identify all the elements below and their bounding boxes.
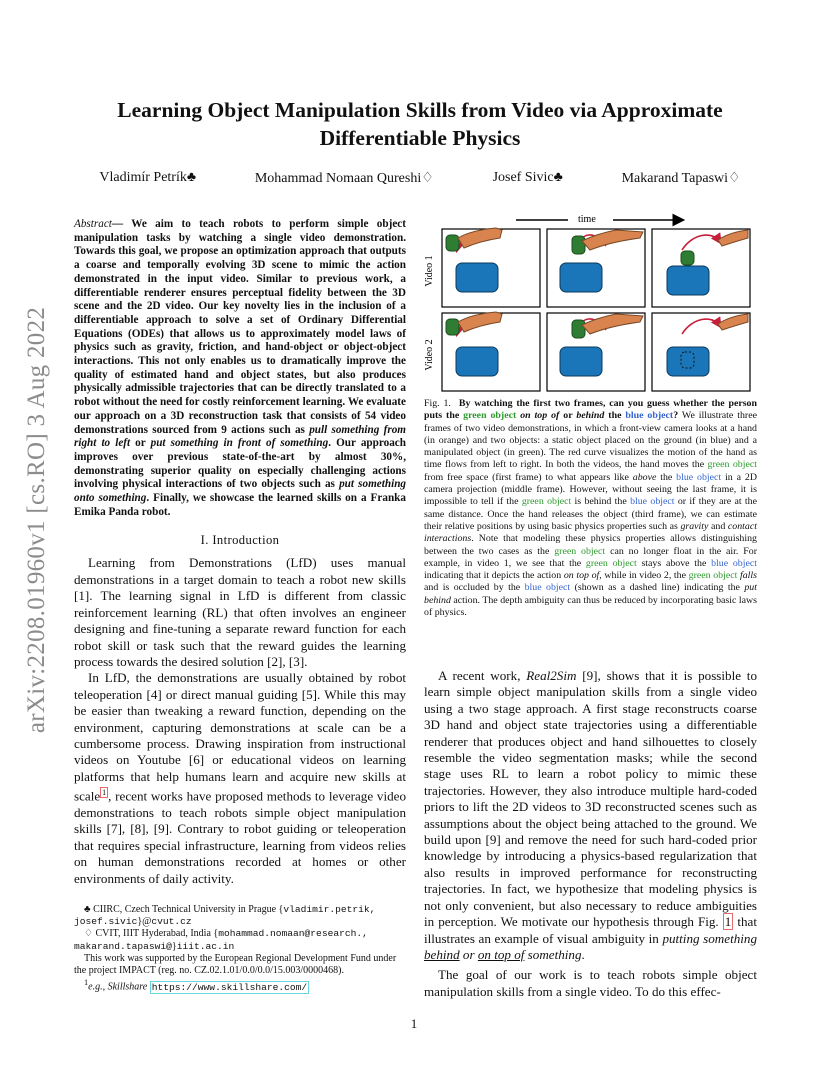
paper-title: Learning Object Manipulation Skills from Video via Approximate Differentiable Physics (117, 98, 723, 150)
intro-paragraph-2: In LfD, the demonstrations are usually obtained by robot teleoperation [4] or direct manual guiding [5]. While this may be easier than tweaking a reward function, depending on the environment, capturing demonstrations at scale can be a cumbersome process. Drawing inspiration from instructional videos on Youtube [6] or educational videos on learning platforms that help humans learn and acquire new skills at scale $^1$ , recent works have proposed methods to leverage video demonstrations to teach robots simple object manipulation skills [7], [8], [9]. Contrary to robot guiding or teleoperation that requires special infrastructure, learning from videos relies on human demonstrations recorded at homes or other environments of daily activity. (74, 670, 406, 886)
video-2-frames (442, 312, 750, 391)
page-number: 1 (410, 1016, 418, 1031)
right-column (424, 668, 757, 1000)
blue-object (667, 347, 709, 376)
right-paragraph-1: A recent work, Real2Sim [9], shows that it is possible to learn simple object manipulation skills from a single video using a two stage approach. A first stage reconstructs coarse 3D hand and object state trajectories using a differentiable renderer that produces object and hand silhouettes to closely resemble the video segmentation masks; while the second stage uses RL to learn a robot policy to mimic these trajectories. However, they also introduce multiple hard-coded priors to lift the 2D videos to 3D reconstructed scenes such as assumptions about the object being attached to the ground. We build upon [9] and remove the need for such hard-coded prior knowledge by introducing a physics-based regularization that also results in improved performance for reconstructing trajectories. In fact, we hypothesize that modeling physics is not only convenient, but also necessary to reduce ambiguities in perception. We motivate our hypothesis through Fig. 1 that illustrates an example of visual ambiguity in putting something behind or on top of something. (424, 668, 757, 962)
green-object (572, 320, 585, 338)
green-object (681, 251, 694, 265)
arxiv-id-text: arXiv:2208.01960v1 [cs.RO] 3 Aug 2022 (23, 306, 51, 734)
row-label-video-1: Video 1 (424, 255, 435, 287)
author-4: Makarand Tapaswi♢ (621, 171, 741, 186)
author-1: Vladimír Petrík♣ (99, 170, 197, 185)
author-3: Josef Sivic♣ (492, 170, 563, 185)
footnote-ref[interactable]: 1 (102, 788, 107, 798)
blue-object (456, 263, 498, 292)
green-object (572, 236, 585, 254)
footnotes (74, 904, 408, 994)
green-object (446, 235, 459, 251)
intro-paragraph-1: Learning from Demonstrations (LfD) uses manual demonstrations in a target domain to teach a robot new skills [1]. The learning signal in LfD is different from classic reinforcement learning (RL) that often involves an engineer designing and fine-tuning a separate reward function for each robot skill or task such that the reward guides the learning process towards the desired solution [2], [3]. (74, 555, 406, 669)
abstract: Abstract— We aim to teach robots to perform simple object manipulation tasks by watching a single video demonstration. Towards this goal, we propose an optimization approach that outputs a coarse and temporally evolving 3D scene to mimic the action demonstrated in the input video. Similar to previous work, a differentiable renderer ensures perceptual fidelity between the 3D scene and the 2D video. Our key novelty lies in the inclusion of a differentiable approach to solve a set of Ordinary Differential Equations (ODEs) that allows us to approximately model laws of physics such as gravity, friction, and hand-object or object-object interactions. This not only enables us to dramatically improve the quality of estimated hand and object states, but also produces physically admissible trajectories that can be directly translated to a robot without the need for costly reinforcement learning. We evaluate our approach on a 3D reconstruction task that consists of 54 video demonstrations sourced from 9 actions such as pull something from right to left or put something in front of something. Our approach improves over previous state-of-the-art by almost 30%, demonstrating superior quality on especially challenging actions involving physical interactions of two objects such as put something onto something. Finally, we showcase the learned skills on a Franka Emika Panda robot. (74, 218, 407, 518)
left-column (74, 218, 406, 887)
footnote-affiliation-2: ♢ CVIT, IIIT Hyderabad, India {mohammad.nomaan@research., makarand.tapaswi@}iiit.ac.in (74, 928, 368, 952)
video-1-frames (442, 228, 750, 307)
arxiv-identifier (22, 280, 52, 760)
figure-caption: Fig. 1. By watching the first two frames, can you guess whether the person puts the green object on top of or behind the blue object? We illustrate three frames of two video demonstrations, in which a front-view camera looks at a hand (in orange) and two objects: a static object placed on the ground (in blue) and a manipulated object (in green). The red curve visualizes the motion of the hand as time flows from left to right. In both the videos, the hand moves the green object from free space (first frame) to what appears like above the blue object in a 2D camera projection (middle frame). However, without seeing the last frame, it is impossible to tell if the green object is behind the blue object or if they are at the same distance. Once the hand releases the object (third frame), we can estimate their relative positions by using basic physics properties such as gravity and contact interactions. Note that modeling these physics properties allows distinguishing between the two cases as the green object can no longer float in the air. For example, in video 1, we see that the green object stays above the blue object indicating that it depicts the action on top of, while in video 2, the green object falls and is occluded by the blue object (shown as a dashed line) indicating the put behind action. The depth ambiguity can thus be reduced by incorporating basic laws of physics. (424, 398, 758, 619)
author-list (70, 170, 770, 187)
blue-object (560, 263, 602, 292)
section-heading: I. Introduction (200, 533, 280, 548)
right-paragraph-2: The goal of our work is to teach robots simple object manipulation skills from a single video. To do this effec- (424, 967, 757, 999)
green-object (446, 319, 459, 335)
caption-label: Fig. 1. (424, 398, 451, 409)
footnote-funding: This work was supported by the European Regional Development Fund under the project IMPACT (reg. no. CZ.02.1.01/0.0/0.0/15.003/0000468). (74, 952, 397, 977)
row-label-video-2: Video 2 (424, 339, 435, 371)
author-2: Mohammad Nomaan Qureshi♢ (254, 171, 434, 186)
blue-object (456, 347, 498, 376)
abstract-label: Abstract (74, 218, 112, 230)
blue-object (560, 347, 602, 376)
figure-ref-link[interactable]: 1 (724, 914, 732, 930)
blue-object (667, 266, 709, 295)
footnote-affiliation-1: ♣ CIIRC, Czech Technical University in Prague {vladimir.petrik, josef.sivic}@cvut.cz (74, 904, 376, 928)
figure-1 (420, 208, 760, 398)
footnote-1: $^1$e.g., Skillshare https://www.skillshare.com/ (84, 978, 308, 993)
time-label: time (578, 214, 596, 225)
skillshare-link[interactable]: https://www.skillshare.com/ (151, 981, 308, 993)
